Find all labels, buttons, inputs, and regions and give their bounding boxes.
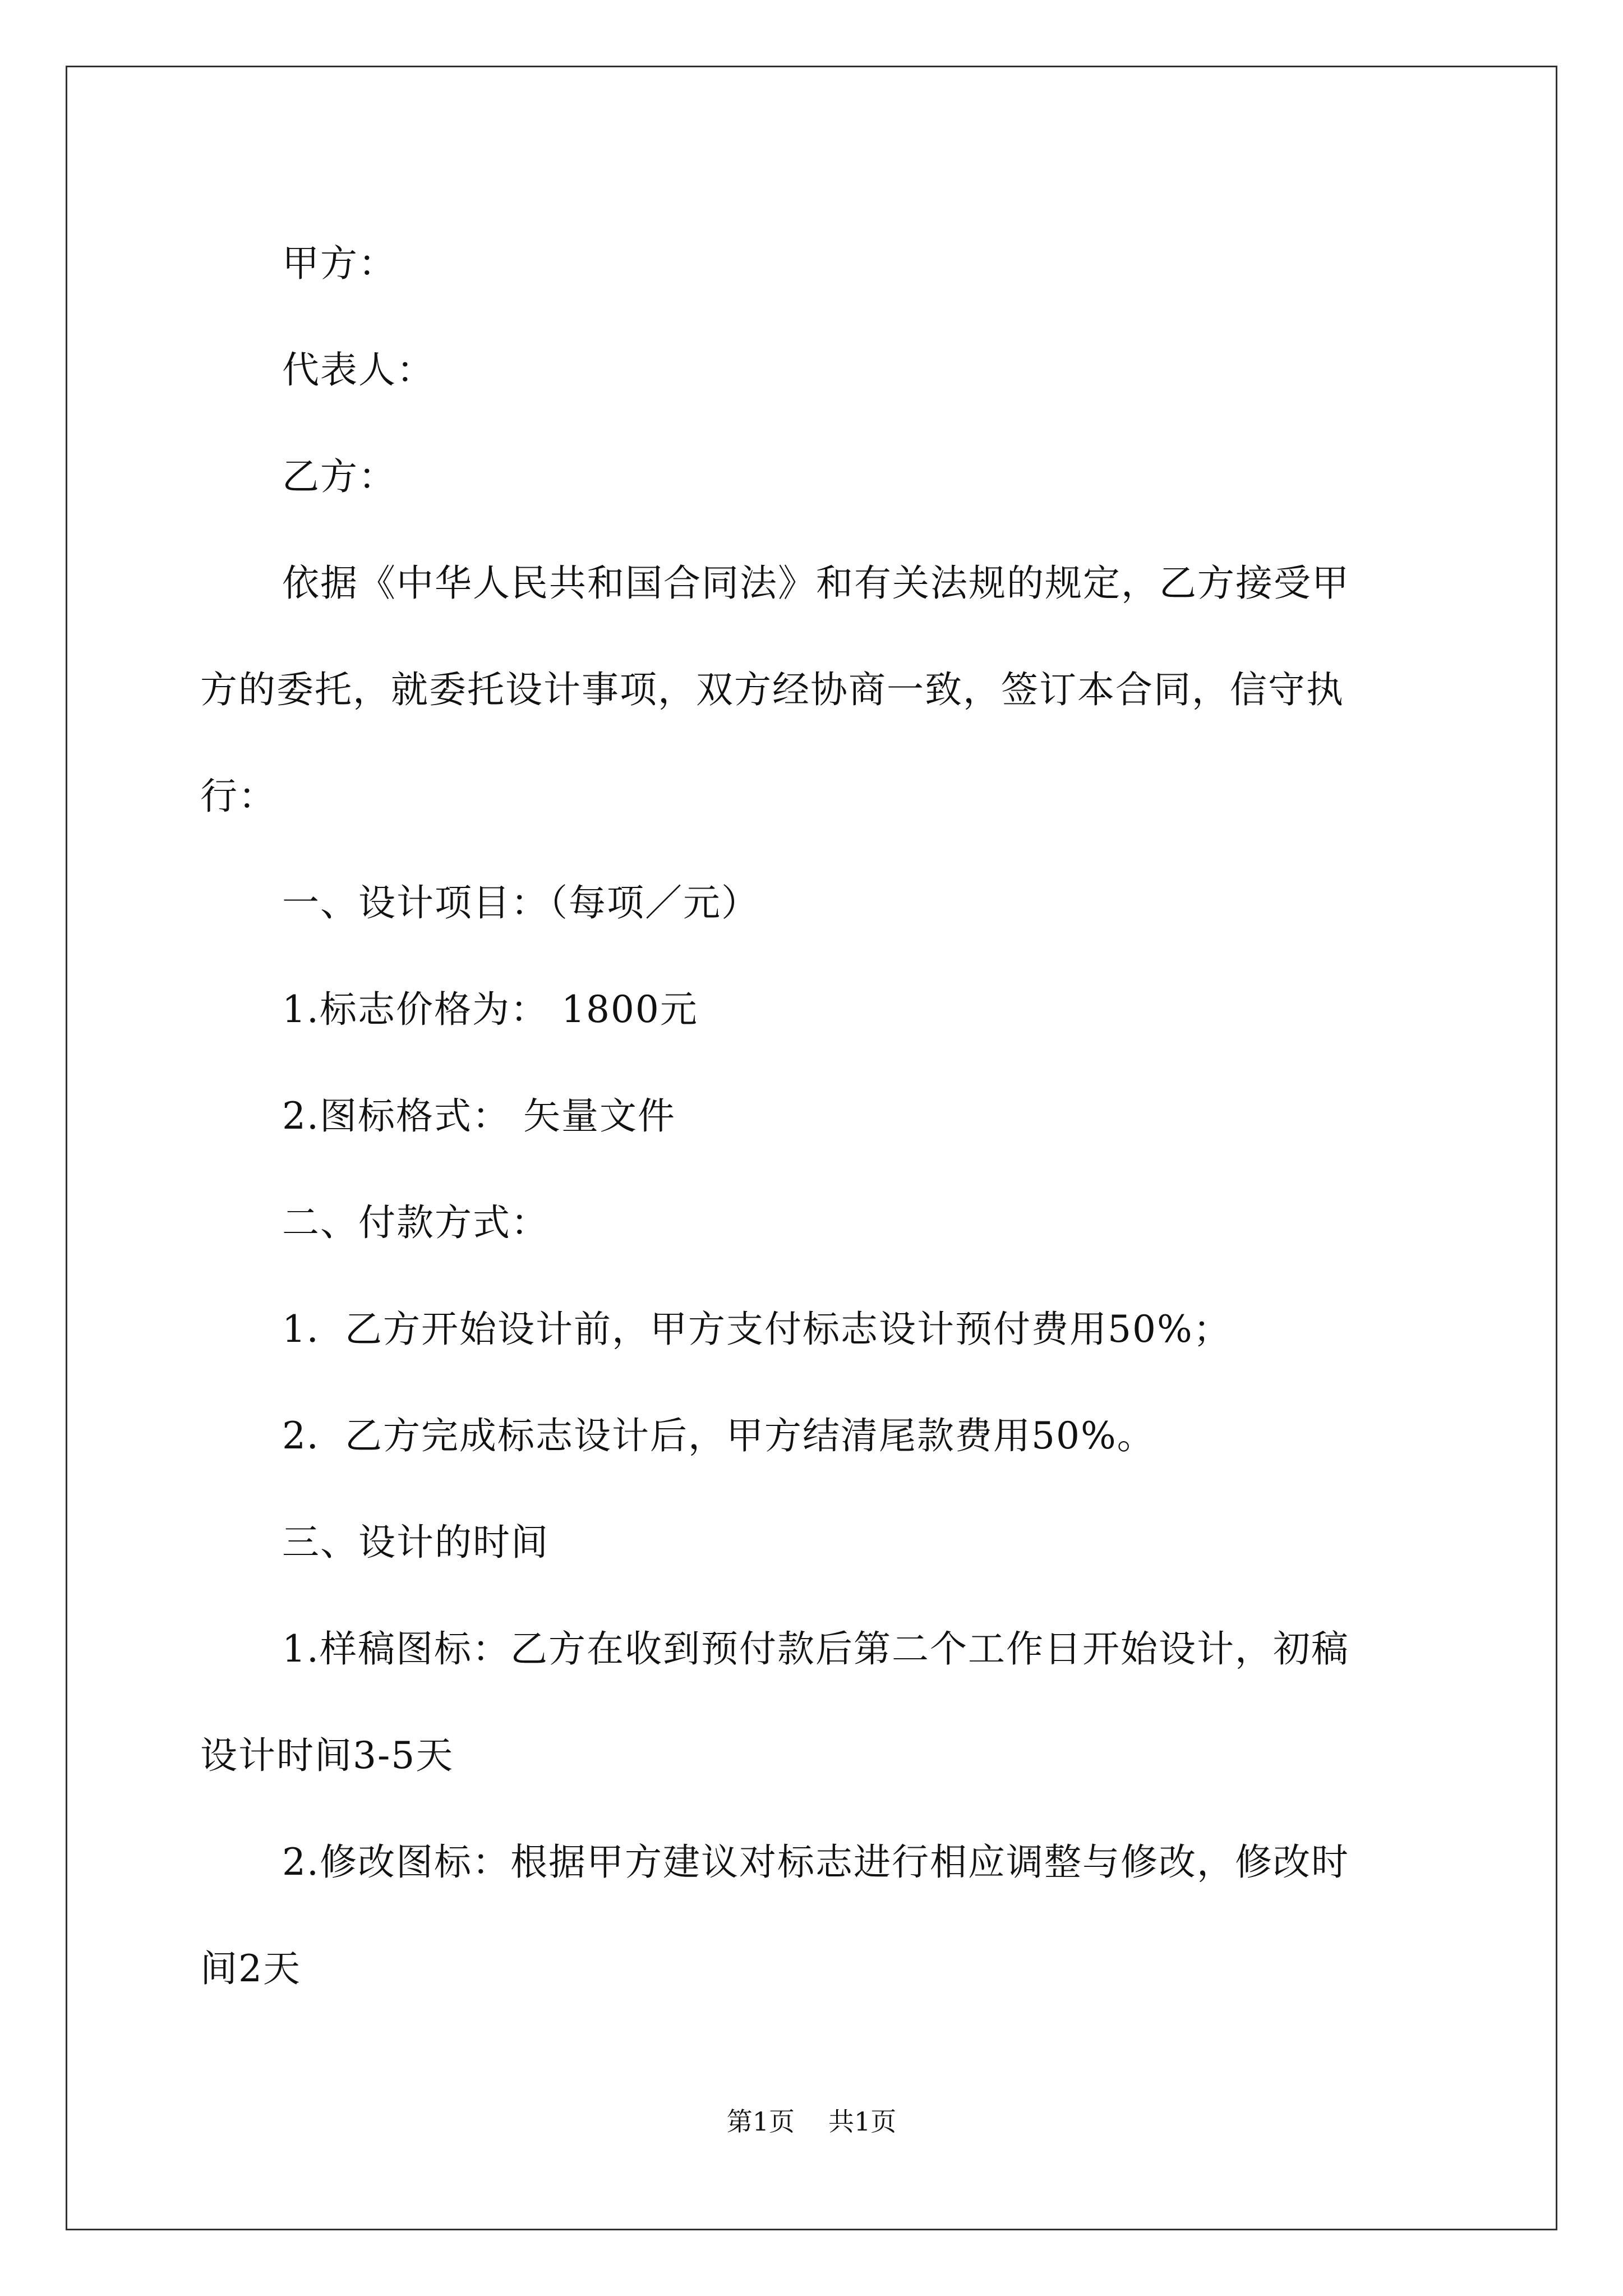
contract-body bbox=[200, 210, 1434, 2022]
logo-price-line: 1.标志价格为： 1800元 bbox=[282, 988, 698, 1031]
party-a-line: 甲方： bbox=[282, 242, 396, 285]
representative-line: 代表人： bbox=[282, 348, 435, 392]
page-footer bbox=[0, 2105, 1623, 2138]
draft-icon-line-2: 设计时间3-5天 bbox=[200, 1734, 454, 1777]
section-3-heading: 三、设计的时间 bbox=[282, 1521, 549, 1564]
payment-item-2: 2．乙方完成标志设计后，甲方结清尾款费用50%。 bbox=[282, 1414, 1155, 1457]
payment-item-1: 1．乙方开始设计前，甲方支付标志设计预付费用50%； bbox=[282, 1308, 1232, 1351]
page-total: 共1页 bbox=[828, 2106, 897, 2137]
preamble-line-2: 方的委托，就委托设计事项，双方经协商一致，签订本合同，信守执 bbox=[200, 668, 1344, 711]
section-2-heading: 二、付款方式： bbox=[282, 1201, 549, 1244]
page-number: 第1页 bbox=[726, 2106, 795, 2137]
section-1-heading: 一、设计项目：（每项／元） bbox=[282, 881, 759, 924]
party-b-line: 乙方： bbox=[282, 455, 396, 498]
icon-format-line: 2.图标格式： 矢量文件 bbox=[282, 1094, 676, 1138]
draft-icon-line-1: 1.样稿图标：乙方在收到预付款后第二个工作日开始设计，初稿 bbox=[282, 1627, 1349, 1671]
revise-icon-line-1: 2.修改图标：根据甲方建议对标志进行相应调整与修改，修改时 bbox=[282, 1841, 1349, 1884]
preamble-line-1: 依据《中华人民共和国合同法》和有关法规的规定，乙方接受甲 bbox=[282, 562, 1350, 605]
revise-icon-line-2: 间2天 bbox=[200, 1947, 301, 1990]
preamble-line-3: 行： bbox=[200, 775, 276, 818]
